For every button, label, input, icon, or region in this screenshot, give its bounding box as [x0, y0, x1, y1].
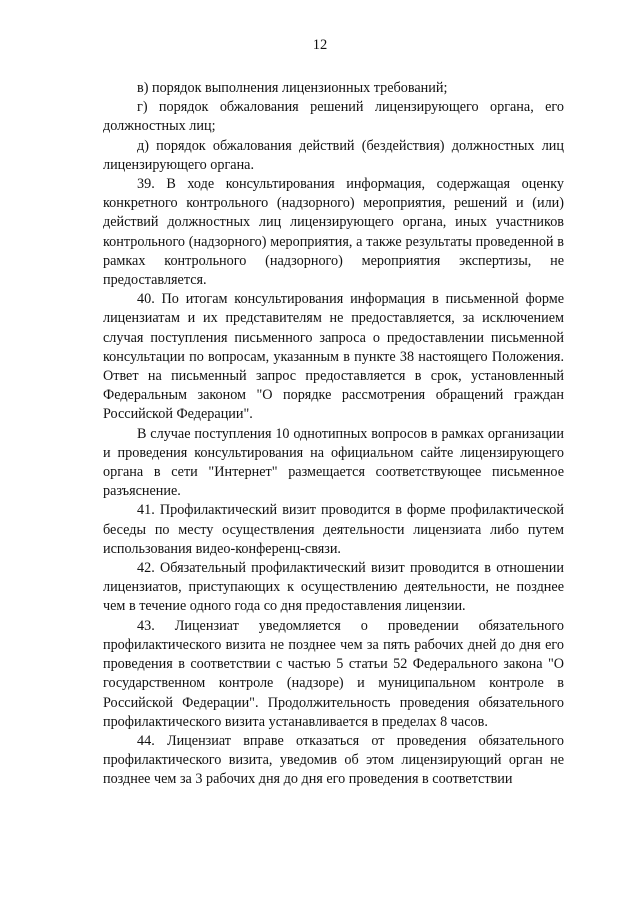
paragraph-40: 40. По итогам консультирования информация в письменной форме лицензиатам и их представителям не предоставляется, за исключением случая поступления письменного запроса о предоставлении письменной консультации по вопросам, указанным в пункте 38 настоящего Положения. Ответ на письменный запрос предоставляется в срок, установленный Федеральным законом "О порядке рассмотрения обращений граждан Российской Федерации".: [103, 291, 564, 423]
paragraph-41: 41. Профилактический визит проводится в форме профилактической беседы по месту осуществления деятельности лицензиата либо путем использования видео-конференц-связи.: [103, 502, 564, 557]
paragraph-43: 43. Лицензиат уведомляется о проведении обязательного профилактического визита не позднее чем за пять рабочих дней до дня его проведения в соответствии с частью 5 статьи 52 Федерального закона "О государственном контроле (надзоре) и муниципальном контроле в Российской Федерации". Продолжительность проведения обязательного профилактического визита устанавливается в пределах 8 часов.: [103, 617, 564, 730]
paragraph-40-continuation: В случае поступления 10 однотипных вопросов в рамках организации и проведения консультирования на официальном сайте лицензирующего органа в сети "Интернет" размещается соответствующее письменное разъяснение.: [103, 425, 564, 500]
document-body: [103, 79, 564, 790]
paragraph-39: 39. В ходе консультирования информация, содержащая оценку конкретного контрольного (надзорного) мероприятия, решений и (или) действий должностных лиц лицензирующего органа, иных участников контрольного (надзорного) мероприятия, а также результаты проведенной в рамках контрольного (надзорного) мероприятия экспертизы, не предоставляется.: [103, 176, 564, 289]
paragraph-item-d: д) порядок обжалования действий (бездействия) должностных лиц лицензирующего органа.: [103, 137, 564, 173]
paragraph-42: 42. Обязательный профилактический визит проводится в отношении лицензиатов, приступающих к осуществлению деятельности, не позднее чем в течение одного года со дня предоставления лицензии.: [103, 560, 564, 615]
page-number: 12: [312, 37, 328, 53]
paragraph-item-g: г) порядок обжалования решений лицензирующего органа, его должностных лиц;: [103, 99, 564, 135]
paragraph-44: 44. Лицензиат вправе отказаться от проведения обязательного профилактического визита, уведомив об этом лицензирующий орган не позднее чем за 3 рабочих дня до дня его проведения в соответствии: [103, 732, 564, 788]
paragraph-item-v: в) порядок выполнения лицензионных требований;: [137, 80, 448, 96]
